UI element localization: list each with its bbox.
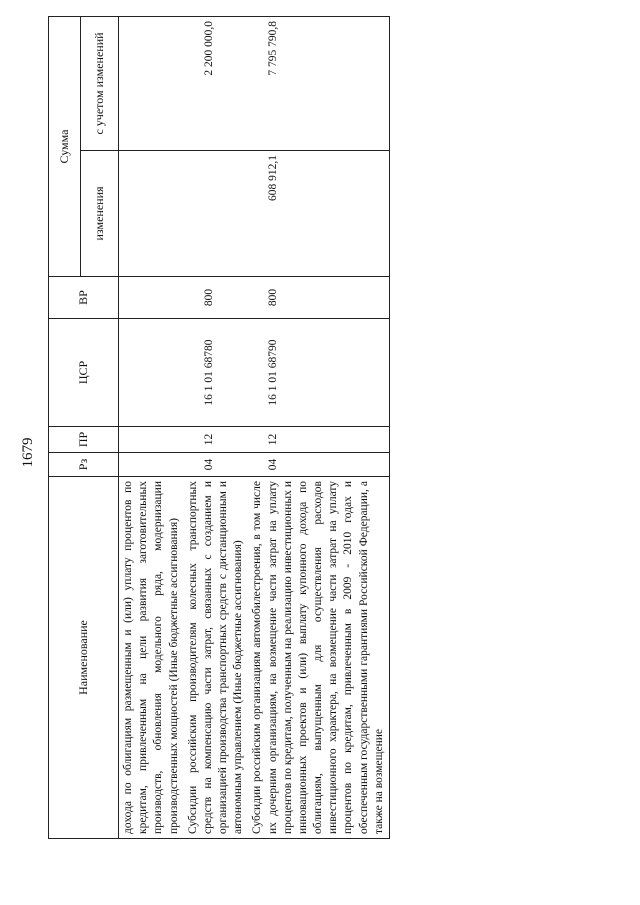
row-change [119,151,184,277]
header-change: изменения [81,151,119,277]
row-change [184,151,249,277]
row-rz [119,453,184,477]
row-with-change [119,16,184,150]
row-with-change: 7 795 790,8 [248,16,389,150]
row-vr: 800 [248,277,389,319]
row-csr: 16 1 01 68780 [184,319,249,427]
table-row [119,16,184,838]
row-pr: 12 [184,427,249,453]
row-with-change: 2 200 000,0 [184,16,249,150]
row-name: дохода по облигациям размещенным и (или) уплату процентов по кредитам, привлеченным на цели развития заготовительных производств, обновления модельного ряда, модернизации производственных мощностей (Иные бюджетные ассигнования) [119,477,184,839]
budget-table [48,16,390,839]
row-vr [119,277,184,319]
header-pr: ПР [49,427,119,453]
row-pr [119,427,184,453]
header-rz: Рз [49,453,119,477]
header-with-change: с учетом изменений [81,16,119,150]
row-rz: 04 [184,453,249,477]
header-name: Наименование [49,477,119,839]
row-name: Субсидии российским организациям автомобилестроения, в том числе их дочерним организациям, на возмещение части затрат на уплату процентов по кредитам, полученным на реализацию инвестиционных и инновационных проектов и (или) выплату купонного дохода по облигациям, выпущенным для осуществления расходов инвестиционного характера, на возмещение части затрат на уплату процентов по кредитам, привлеченным в 2009 - 2010 годах и обеспеченным государственными гарантиями Российской Федерации, а также на возмещение [248,477,389,839]
header-csr: ЦСР [49,319,119,427]
row-change: 608 912,1 [248,151,389,277]
row-csr [119,319,184,427]
row-vr: 800 [184,277,249,319]
row-pr: 12 [248,427,389,453]
header-vr: ВР [49,277,119,319]
table-row [248,16,389,838]
page-number: 1679 [20,437,36,468]
row-name: Субсидии российским производителям колесных транспортных средств на компенсацию части затрат, связанных с созданием и организацией производства транспортных средств с дистанционным и автономным управлением (Иные бюджетные ассигнования) [184,477,249,839]
row-rz: 04 [248,453,389,477]
row-csr: 16 1 01 68790 [248,319,389,427]
header-sum: Сумма [49,16,81,276]
table-row [184,16,249,838]
